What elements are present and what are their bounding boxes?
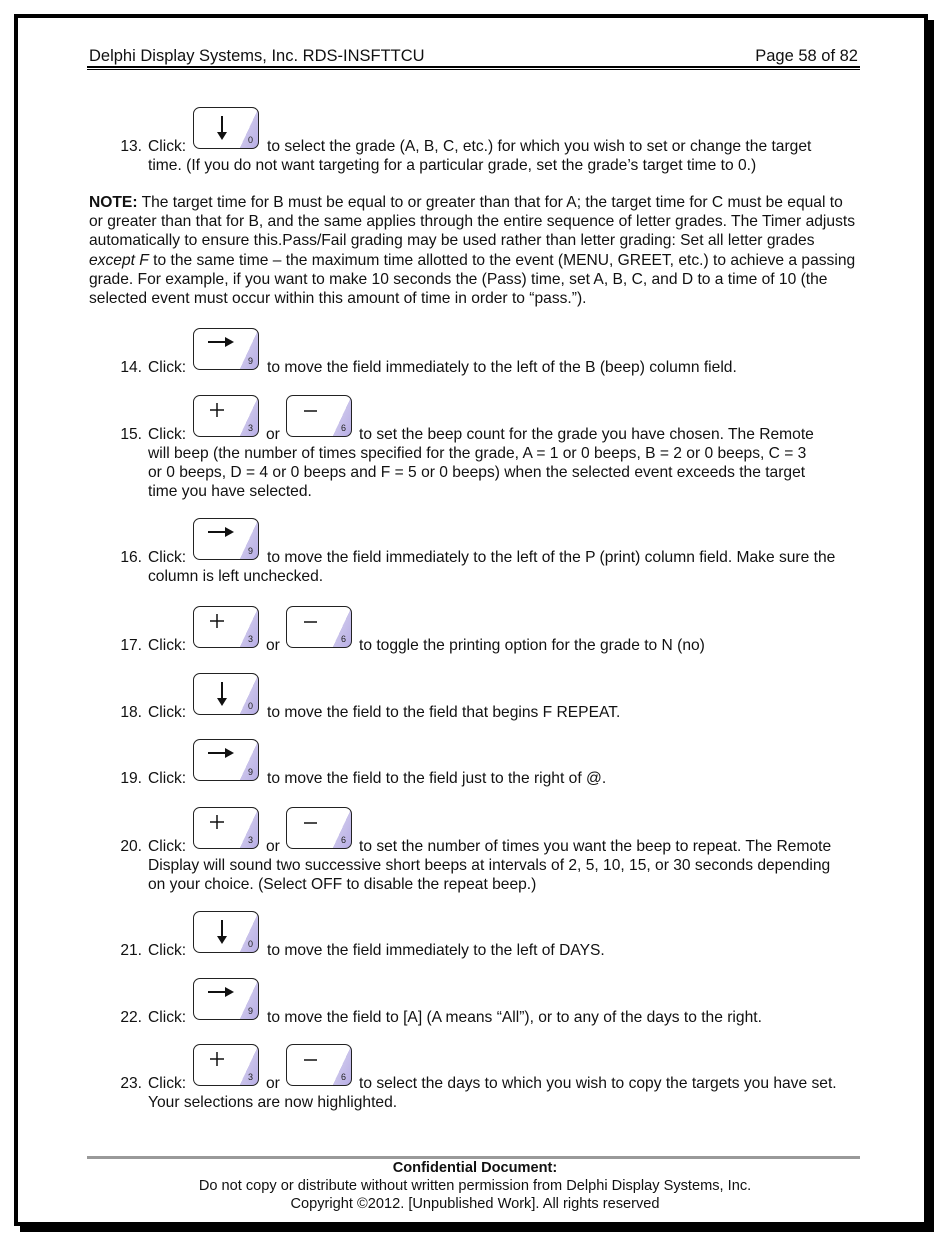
- step-text: to move the field to the field that begins F REPEAT.: [267, 704, 621, 721]
- step-click-label: Click:: [148, 637, 187, 654]
- key-sub-label: 9: [247, 1006, 253, 1016]
- step-text: to set the number of times you want the beep to repeat. The Remote: [359, 838, 832, 855]
- step-text: Display will sound two successive short beeps at intervals of 2, 5, 10, 15, or 30 seconds depending: [148, 857, 831, 874]
- step-text: to set the beep count for the grade you have chosen. The Remote: [359, 426, 814, 443]
- key-sub-label: 9: [247, 767, 253, 777]
- step-number: 19.: [120, 770, 142, 787]
- key-sub-label: 3: [247, 1072, 253, 1082]
- step-number: 22.: [120, 1009, 142, 1026]
- step-text: Your selections are now highlighted.: [148, 1094, 398, 1111]
- step-click-label: Click:: [148, 426, 187, 443]
- step-click-label: Click:: [148, 1075, 187, 1092]
- plus-key-button[interactable]: [193, 1044, 259, 1086]
- note-text: to the same time – the maximum time allotted to the event (MENU, GREET, etc.) to achieve a passing grade. For example, if you want to make 10 seconds the (Pass) time, set A, B, C, and D to a time of 10 (the selected event must occur within this amount of time in order to “pass.”).: [89, 251, 856, 308]
- step-text: on your choice. (Select OFF to disable the repeat beep.): [148, 876, 537, 893]
- down-arrow-key-button[interactable]: [193, 911, 259, 953]
- key-sub-label: 3: [247, 423, 253, 433]
- note-text: The target time for B must be equal to or greater than that for A; the target time for C must be equal to or greater than that for B, and the same applies through the entire sequence of letter grades. The Timer adjusts automatically to ensure this.Pass/Fail grading may be used rather than letter grading: Set all letter grades: [89, 194, 855, 250]
- key-sub-label: 0: [247, 135, 253, 145]
- key-sub-label: 6: [340, 835, 346, 845]
- header-company: Delphi Display Systems, Inc. RDS-INSFTTCU: [89, 47, 425, 65]
- minus-key-button[interactable]: [286, 606, 352, 648]
- step-text: time. (If you do not want targeting for a particular grade, set the grade’s target time to 0.): [148, 157, 757, 174]
- right-arrow-key-button[interactable]: [193, 518, 259, 560]
- step-click-label: Click:: [148, 138, 187, 155]
- key-sub-label: 0: [247, 939, 253, 949]
- footer-notice: Do not copy or distribute without written permission from Delphi Display Systems, Inc.: [198, 1178, 752, 1194]
- step-text: column is left unchecked.: [148, 568, 324, 585]
- step-text: time you have selected.: [148, 483, 312, 500]
- header-rule-thin: [87, 69, 860, 70]
- step-number: 17.: [120, 637, 142, 654]
- step-click-label: Click:: [148, 942, 187, 959]
- step-number: 21.: [120, 942, 142, 959]
- step-click-label: Click:: [148, 770, 187, 787]
- right-arrow-key-button[interactable]: [193, 739, 259, 781]
- key-sub-label: 6: [340, 423, 346, 433]
- note-label: NOTE:: [89, 194, 138, 211]
- step-click-label: Click:: [148, 549, 187, 566]
- right-arrow-key-button[interactable]: [193, 978, 259, 1020]
- step-text: to move the field immediately to the left of the B (beep) column field.: [267, 359, 737, 376]
- key-sub-label: 9: [247, 356, 253, 366]
- footer-rule: [87, 1156, 860, 1159]
- note-paragraph: [89, 193, 859, 308]
- footer-title: Confidential Document:: [392, 1160, 558, 1176]
- minus-key-button[interactable]: [286, 1044, 352, 1086]
- right-arrow-key-button[interactable]: [193, 328, 259, 370]
- minus-key-button[interactable]: [286, 807, 352, 849]
- or-label: or: [266, 426, 280, 443]
- step-number: 23.: [120, 1075, 142, 1092]
- key-sub-label: 9: [247, 546, 253, 556]
- step-text: to move the field immediately to the left of the P (print) column field. Make sure the: [267, 549, 836, 566]
- key-sub-label: 6: [340, 1072, 346, 1082]
- plus-key-button[interactable]: [193, 606, 259, 648]
- step-number: 13.: [120, 138, 142, 155]
- step-text: to move the field to the field just to the right of @.: [267, 770, 607, 787]
- key-sub-label: 3: [247, 835, 253, 845]
- step-text: to select the days to which you wish to copy the targets you have set.: [359, 1075, 837, 1092]
- key-sub-label: 6: [340, 634, 346, 644]
- minus-key-button[interactable]: [286, 395, 352, 437]
- footer-copyright: Copyright ©2012. [Unpublished Work]. All rights reserved: [290, 1196, 660, 1212]
- or-label: or: [266, 1075, 280, 1092]
- key-sub-label: 0: [247, 701, 253, 711]
- key-sub-label: 3: [247, 634, 253, 644]
- step-text: or 0 beeps, D = 4 or 0 beeps and F = 5 or 0 beeps) when the selected event exceeds the target: [148, 464, 806, 481]
- step-number: 18.: [120, 704, 142, 721]
- step-click-label: Click:: [148, 704, 187, 721]
- step-text: to select the grade (A, B, C, etc.) for which you wish to set or change the target: [267, 138, 812, 155]
- step-text: will beep (the number of times specified for the grade, A = 1 or 0 beeps, B = 2 or 0 beeps, C = 3: [148, 445, 807, 462]
- down-arrow-key-button[interactable]: [193, 107, 259, 149]
- step-text: to move the field to [A] (A means “All”), or to any of the days to the right.: [267, 1009, 762, 1026]
- step-click-label: Click:: [148, 359, 187, 376]
- step-click-label: Click:: [148, 1009, 187, 1026]
- or-label: or: [266, 838, 280, 855]
- or-label: or: [266, 637, 280, 654]
- plus-key-button[interactable]: [193, 807, 259, 849]
- header-page-number: Page 58 of 82: [755, 47, 858, 65]
- step-number: 16.: [120, 549, 142, 566]
- step-number: 14.: [120, 359, 142, 376]
- note-emphasis: except F: [89, 251, 149, 269]
- step-text: to move the field immediately to the left of DAYS.: [267, 942, 605, 959]
- step-text: to toggle the printing option for the grade to N (no): [359, 637, 705, 654]
- step-click-label: Click:: [148, 838, 187, 855]
- header-rule: [87, 66, 860, 68]
- down-arrow-key-button[interactable]: [193, 673, 259, 715]
- step-number: 20.: [120, 838, 142, 855]
- step-number: 15.: [120, 426, 142, 443]
- plus-key-button[interactable]: [193, 395, 259, 437]
